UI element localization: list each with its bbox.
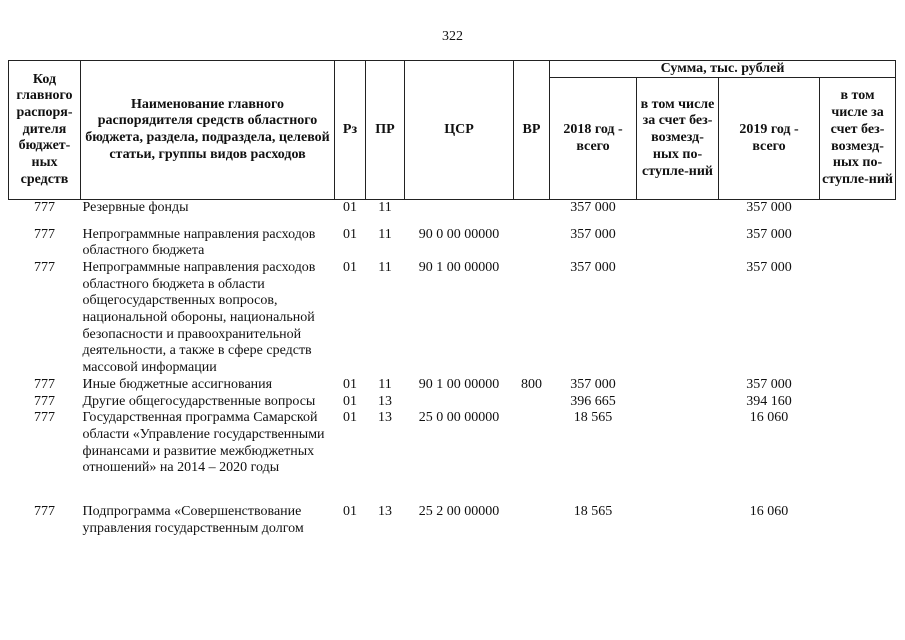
header-pr: ПР [366, 61, 405, 200]
cell-csr: 25 2 00 00000 [418, 504, 500, 520]
cell-2018-total: 396 665 [570, 393, 616, 409]
header-2019-free: в том числе за счет без-возмезд-ных по-ступле-ний [820, 78, 896, 200]
cell-2019-free [820, 394, 896, 411]
cell-2019-total: 16 060 [749, 410, 789, 426]
cell-rz: 01 [343, 226, 357, 242]
cell-code: 777 [34, 393, 55, 409]
cell-2018-free [637, 504, 719, 537]
cell-2018-free [637, 394, 719, 411]
header-2019-total: 2019 год - всего [719, 78, 820, 200]
cell-2018-free [637, 227, 719, 260]
cell-code: 777 [34, 200, 55, 215]
cell-pr: 13 [378, 410, 392, 426]
cell-rz: 01 [343, 259, 357, 275]
cell-csr: 90 0 00 00000 [418, 226, 500, 242]
cell-rz: 01 [343, 504, 357, 520]
cell-2018-total: 18 565 [573, 504, 613, 520]
cell-2019-total: 357 000 [746, 226, 792, 242]
cell-pr: 11 [378, 226, 392, 242]
cell-2018-total: 357 000 [570, 200, 616, 215]
cell-rz: 01 [343, 410, 357, 426]
cell-vr [514, 260, 550, 377]
cell-vr [514, 504, 550, 537]
cell-csr [405, 394, 514, 411]
cell-name: Резервные фонды [82, 200, 189, 215]
header-2018-free: в том числе за счет без-возмезд-ных по-ступле-ний [637, 78, 719, 200]
table-row [9, 260, 896, 377]
cell-code: 777 [34, 410, 55, 426]
cell-name: Иные бюджетные ассигнования [82, 376, 273, 392]
cell-2019-free [820, 410, 896, 504]
header-sum-group: Сумма, тыс. рублей [550, 61, 896, 78]
cell-vr [514, 227, 550, 260]
table-row [9, 394, 896, 411]
table-row [9, 200, 896, 227]
cell-2019-free [820, 260, 896, 377]
header-csr: ЦСР [405, 61, 514, 200]
cell-vr [514, 200, 550, 227]
cell-2018-total: 18 565 [573, 410, 613, 426]
cell-pr: 13 [378, 393, 392, 409]
cell-name: Подпрограмма «Совершенствование управления государственным долгом [82, 504, 304, 536]
cell-2019-free [820, 377, 896, 394]
cell-code: 777 [34, 259, 55, 275]
cell-pr: 11 [378, 200, 392, 215]
cell-rz: 01 [343, 376, 357, 392]
cell-pr: 11 [378, 259, 392, 275]
table-row [9, 377, 896, 394]
cell-2019-total: 16 060 [749, 504, 789, 520]
cell-name: Государственная программа Самарской области «Управление государственными финансами и развитие межбюджетных отношений» на 2014 – 2020 годы [82, 410, 325, 476]
header-2018-total: 2018 год - всего [550, 78, 637, 200]
cell-csr: 90 1 00 00000 [418, 376, 500, 392]
cell-2018-total: 357 000 [570, 259, 616, 275]
cell-name: Непрограммные направления расходов областного бюджета [82, 226, 316, 259]
cell-csr: 25 0 00 00000 [418, 410, 500, 426]
cell-pr: 11 [378, 376, 392, 392]
cell-name: Другие общегосударственные вопросы [82, 393, 316, 409]
page-number: 322 [442, 29, 463, 44]
cell-2018-free [637, 410, 719, 504]
cell-code: 777 [34, 226, 55, 242]
cell-2018-free [637, 377, 719, 394]
cell-2018-total: 357 000 [570, 226, 616, 242]
cell-vr [514, 410, 550, 504]
header-rz: Рз [335, 61, 366, 200]
header-name: Наименование главного распорядителя средств областного бюджета, раздела, подраздела, целевой статьи, группы видов расходов [81, 61, 335, 200]
cell-vr [514, 394, 550, 411]
header-code: Код главного распоря-дителя бюджет-ных средств [9, 61, 81, 200]
header-vr: ВР [514, 61, 550, 200]
cell-2019-total: 357 000 [746, 259, 792, 275]
cell-2019-free [820, 200, 896, 227]
cell-2019-free [820, 227, 896, 260]
cell-2019-total: 357 000 [746, 376, 792, 392]
budget-table [8, 60, 896, 538]
cell-2019-total: 357 000 [746, 200, 792, 215]
cell-pr: 13 [378, 504, 392, 520]
cell-code: 777 [34, 504, 55, 520]
cell-2019-total: 394 160 [746, 393, 792, 409]
table-row [9, 227, 896, 260]
cell-2019-free [820, 504, 896, 537]
cell-2018-total: 357 000 [570, 376, 616, 392]
cell-vr: 800 [521, 376, 542, 392]
cell-csr [405, 200, 514, 227]
cell-csr: 90 1 00 00000 [418, 259, 500, 275]
cell-2018-free [637, 260, 719, 377]
cell-rz: 01 [343, 200, 357, 215]
table-row [9, 410, 896, 504]
table-row [9, 504, 896, 537]
cell-code: 777 [34, 376, 55, 392]
cell-2018-free [637, 200, 719, 227]
cell-name: Непрограммные направления расходов областного бюджета в области общегосударственных вопросов, национальной обороны, национальной безопасности и правоохранительной деятельности, а также в сфере средств массовой информации [82, 259, 316, 376]
cell-rz: 01 [343, 393, 357, 409]
